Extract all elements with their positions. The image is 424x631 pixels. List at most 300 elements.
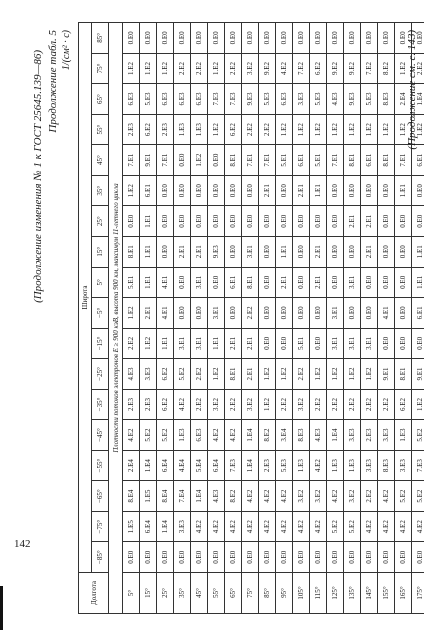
flux-value-cell: 0.E0 bbox=[395, 267, 412, 298]
flux-value-cell: 0.E0 bbox=[208, 145, 225, 176]
flux-value-cell: 1.E2 bbox=[344, 114, 361, 145]
flux-value-cell: 0.E0 bbox=[412, 328, 424, 359]
flux-value-cell: 1.E2 bbox=[123, 175, 140, 206]
longitude-cell: 35° bbox=[174, 573, 191, 614]
flux-value-cell: 2.E1 bbox=[310, 267, 327, 298]
flux-value-cell: 8.E4 bbox=[123, 481, 140, 512]
flux-value-cell: 1.E5 bbox=[140, 481, 157, 512]
flux-value-cell: 6.E4 bbox=[157, 450, 174, 481]
flux-value-cell: 0.E0 bbox=[276, 175, 293, 206]
flux-value-cell: 3.E3 bbox=[395, 450, 412, 481]
flux-value-cell: 0.E0 bbox=[276, 23, 293, 54]
flux-value-cell: 2.E3 bbox=[157, 114, 174, 145]
longitude-cell: 45° bbox=[191, 573, 208, 614]
flux-value-cell: 1.E1 bbox=[310, 175, 327, 206]
flux-value-cell: 1.E4 bbox=[242, 420, 259, 451]
flux-value-cell: 7.E1 bbox=[327, 145, 344, 176]
flux-value-cell: 0.E0 bbox=[310, 23, 327, 54]
flux-value-cell: 1.E1 bbox=[208, 328, 225, 359]
flux-value-cell: 1.E2 bbox=[140, 328, 157, 359]
flux-value-cell: 8.E2 bbox=[259, 420, 276, 451]
longitude-cell: 15° bbox=[140, 573, 157, 614]
flux-value-cell: 0.E0 bbox=[242, 206, 259, 237]
flux-value-cell: 0.E0 bbox=[259, 236, 276, 267]
flux-value-cell: 1.E2 bbox=[327, 114, 344, 145]
flux-value-cell: 0.E0 bbox=[276, 542, 293, 573]
flux-value-cell: 6.E2 bbox=[225, 114, 242, 145]
flux-value-cell: 2.E2 bbox=[361, 389, 378, 420]
longitude-cell: 85° bbox=[259, 573, 276, 614]
latitude-cell: −5° bbox=[92, 298, 109, 329]
flux-value-cell: 4.E1 bbox=[157, 267, 174, 298]
latitude-cell: −65° bbox=[92, 481, 109, 512]
longitude-cell: 75° bbox=[242, 573, 259, 614]
flux-value-cell: 1.E1 bbox=[412, 267, 424, 298]
flux-value-cell: 0.E0 bbox=[361, 175, 378, 206]
flux-value-cell: 0.E0 bbox=[242, 175, 259, 206]
flux-value-cell: 5.E1 bbox=[310, 145, 327, 176]
flux-value-cell: 3.E1 bbox=[327, 298, 344, 329]
longitude-cell: 115° bbox=[310, 573, 327, 614]
flux-value-cell: 0.E0 bbox=[395, 23, 412, 54]
flux-value-cell: 8.E2 bbox=[225, 481, 242, 512]
flux-value-cell: 1.E2 bbox=[378, 114, 395, 145]
flux-value-cell: 4.E2 bbox=[242, 481, 259, 512]
flux-value-cell: 3.E2 bbox=[293, 481, 310, 512]
flux-value-cell: 1.E2 bbox=[191, 145, 208, 176]
flux-value-cell: 8.E3 bbox=[378, 450, 395, 481]
flux-value-cell: 0.E0 bbox=[361, 542, 378, 573]
flux-value-cell: 3.E1 bbox=[361, 328, 378, 359]
flux-value-cell: 0.E0 bbox=[174, 206, 191, 237]
table-row bbox=[344, 23, 361, 614]
flux-value-cell: 0.E0 bbox=[378, 23, 395, 54]
flux-value-cell: 2.E1 bbox=[225, 328, 242, 359]
flux-value-cell: 0.E0 bbox=[225, 23, 242, 54]
flux-value-cell: 5.E3 bbox=[259, 84, 276, 115]
flux-value-cell: 2.E2 bbox=[174, 53, 191, 84]
flux-value-cell: 2.E2 bbox=[378, 389, 395, 420]
table-row bbox=[140, 23, 157, 614]
flux-value-cell: 0.E0 bbox=[361, 267, 378, 298]
flux-value-cell: 7.E1 bbox=[395, 145, 412, 176]
flux-value-cell: 0.E0 bbox=[293, 542, 310, 573]
latitude-row bbox=[92, 23, 109, 614]
flux-value-cell: 2.E2 bbox=[412, 53, 424, 84]
flux-value-cell: 5.E1 bbox=[123, 267, 140, 298]
table-row bbox=[157, 23, 174, 614]
flux-value-cell: 3.E1 bbox=[344, 328, 361, 359]
flux-value-cell: 8.E1 bbox=[242, 267, 259, 298]
flux-value-cell: 2.E2 bbox=[225, 53, 242, 84]
flux-value-cell: 1.E3 bbox=[395, 420, 412, 451]
flux-value-cell: 4.E3 bbox=[123, 359, 140, 390]
flux-value-cell: 0.E0 bbox=[225, 206, 242, 237]
flux-value-cell: 0.E0 bbox=[395, 298, 412, 329]
flux-value-cell: 0.E0 bbox=[191, 542, 208, 573]
flux-value-cell: 9.E2 bbox=[259, 53, 276, 84]
flux-value-cell: 0.E0 bbox=[208, 267, 225, 298]
flux-value-cell: 0.E0 bbox=[412, 23, 424, 54]
flux-value-cell: 4.E2 bbox=[208, 420, 225, 451]
flux-value-cell: 5.E3 bbox=[310, 84, 327, 115]
flux-value-cell: 1.E1 bbox=[412, 236, 424, 267]
flux-density-table bbox=[78, 22, 424, 614]
table-note: Плотности потоков электронов E ≥ 900 кэВ, высота 900 км, максимум 11-летнего цикла bbox=[109, 23, 123, 614]
latitude-cell: 65° bbox=[92, 84, 109, 115]
flux-value-cell: 2.E3 bbox=[123, 114, 140, 145]
longitude-cell: 65° bbox=[225, 573, 242, 614]
flux-value-cell: 0.E0 bbox=[378, 542, 395, 573]
flux-value-cell: 3.E3 bbox=[378, 420, 395, 451]
flux-value-cell: 0.E0 bbox=[191, 206, 208, 237]
flux-value-cell: 6.E4 bbox=[208, 450, 225, 481]
flux-value-cell: 0.E0 bbox=[157, 23, 174, 54]
flux-value-cell: 2.E2 bbox=[225, 389, 242, 420]
flux-value-cell: 1.E2 bbox=[412, 389, 424, 420]
flux-value-cell: 1.E2 bbox=[395, 114, 412, 145]
margin-mark bbox=[0, 586, 3, 630]
flux-value-cell: 0.E0 bbox=[157, 542, 174, 573]
flux-value-cell: 0.E0 bbox=[225, 236, 242, 267]
flux-value-cell: 7.E4 bbox=[174, 481, 191, 512]
flux-value-cell: 0.E0 bbox=[412, 206, 424, 237]
flux-value-cell: 6.E2 bbox=[157, 359, 174, 390]
flux-value-cell: 6.E2 bbox=[157, 389, 174, 420]
table-reference: Продолжение табл. 5 bbox=[47, 30, 59, 133]
flux-value-cell: 6.E2 bbox=[140, 114, 157, 145]
flux-value-cell: 1.E1 bbox=[140, 267, 157, 298]
flux-value-cell: 9.E1 bbox=[140, 145, 157, 176]
longitude-cell: 25° bbox=[157, 573, 174, 614]
flux-value-cell: 2.E3 bbox=[259, 450, 276, 481]
flux-value-cell: 3.E3 bbox=[293, 84, 310, 115]
latitude-cell: −15° bbox=[92, 328, 109, 359]
flux-value-cell: 0.E0 bbox=[395, 542, 412, 573]
latitude-cell: 5° bbox=[92, 267, 109, 298]
flux-value-cell: 0.E0 bbox=[140, 542, 157, 573]
flux-value-cell: 1.E3 bbox=[293, 450, 310, 481]
flux-value-cell: 4.E2 bbox=[310, 511, 327, 542]
flux-value-cell: 3.E2 bbox=[242, 389, 259, 420]
longitude-cell: 95° bbox=[276, 573, 293, 614]
continuation-note: (Продолжение см. с. 143) bbox=[406, 30, 418, 150]
flux-value-cell: 1.E1 bbox=[140, 236, 157, 267]
flux-value-cell: 4.E1 bbox=[157, 298, 174, 329]
flux-value-cell: 0.E0 bbox=[259, 328, 276, 359]
flux-value-cell: 1.E2 bbox=[344, 359, 361, 390]
latitude-cell: 85° bbox=[92, 23, 109, 54]
flux-value-cell: 4.E2 bbox=[259, 511, 276, 542]
flux-value-cell: 0.E0 bbox=[259, 267, 276, 298]
flux-value-cell: 1.E3 bbox=[191, 114, 208, 145]
longitude-cell: 145° bbox=[361, 573, 378, 614]
flux-value-cell: 5.E2 bbox=[395, 481, 412, 512]
flux-value-cell: 2.E2 bbox=[191, 53, 208, 84]
flux-value-cell: 2.E1 bbox=[344, 206, 361, 237]
flux-value-cell: 7.E1 bbox=[157, 145, 174, 176]
flux-value-cell: 5.E3 bbox=[140, 84, 157, 115]
flux-value-cell: 3.E3 bbox=[140, 359, 157, 390]
flux-value-cell: 5.E2 bbox=[174, 359, 191, 390]
flux-value-cell: 0.E0 bbox=[174, 542, 191, 573]
flux-value-cell: 2.E2 bbox=[259, 114, 276, 145]
flux-value-cell: 2.E2 bbox=[191, 359, 208, 390]
flux-value-cell: 4.E2 bbox=[361, 511, 378, 542]
flux-value-cell: 8.E2 bbox=[378, 53, 395, 84]
flux-value-cell: 0.E0 bbox=[123, 542, 140, 573]
flux-value-cell: 0.E0 bbox=[174, 298, 191, 329]
flux-value-cell: 2.E2 bbox=[242, 298, 259, 329]
flux-value-cell: 7.E1 bbox=[242, 145, 259, 176]
flux-value-cell: 5.E2 bbox=[157, 420, 174, 451]
flux-value-cell: 0.E0 bbox=[344, 542, 361, 573]
flux-value-cell: 0.E0 bbox=[276, 298, 293, 329]
latitude-cell: −75° bbox=[92, 511, 109, 542]
flux-value-cell: 4.E2 bbox=[378, 481, 395, 512]
flux-value-cell: 0.E0 bbox=[293, 267, 310, 298]
flux-value-cell: 0.E0 bbox=[208, 23, 225, 54]
flux-value-cell: 8.E1 bbox=[225, 359, 242, 390]
flux-value-cell: 5.E1 bbox=[293, 328, 310, 359]
longitude-cell: 165° bbox=[395, 573, 412, 614]
flux-value-cell: 0.E0 bbox=[412, 175, 424, 206]
flux-value-cell: 4.E2 bbox=[225, 420, 242, 451]
flux-value-cell: 1.E4 bbox=[327, 420, 344, 451]
flux-value-cell: 3.E1 bbox=[174, 328, 191, 359]
flux-value-cell: 4.E2 bbox=[378, 511, 395, 542]
flux-value-cell: 4.E4 bbox=[174, 450, 191, 481]
flux-value-cell: 4.E3 bbox=[327, 84, 344, 115]
flux-value-cell: 7.E2 bbox=[293, 53, 310, 84]
flux-value-cell: 2.E2 bbox=[242, 114, 259, 145]
flux-value-cell: 0.E0 bbox=[344, 298, 361, 329]
flux-value-cell: 1.E2 bbox=[327, 359, 344, 390]
latitude-cell: −25° bbox=[92, 359, 109, 390]
flux-value-cell: 0.E0 bbox=[327, 236, 344, 267]
table-row bbox=[242, 23, 259, 614]
flux-value-cell: 4.E3 bbox=[310, 420, 327, 451]
latitude-cell: 15° bbox=[92, 236, 109, 267]
flux-value-cell: 3.E3 bbox=[344, 420, 361, 451]
flux-value-cell: 2.E1 bbox=[191, 236, 208, 267]
latitude-cell: −85° bbox=[92, 542, 109, 573]
table-row bbox=[276, 23, 293, 614]
flux-value-cell: 1.E1 bbox=[140, 206, 157, 237]
flux-value-cell: 6.E2 bbox=[310, 53, 327, 84]
flux-value-cell: 1.E2 bbox=[395, 53, 412, 84]
flux-value-cell: 0.E0 bbox=[157, 206, 174, 237]
flux-value-cell: 4.E2 bbox=[242, 511, 259, 542]
flux-value-cell: 0.E0 bbox=[412, 542, 424, 573]
flux-value-cell: 1.E2 bbox=[310, 359, 327, 390]
rotated-page-content bbox=[30, 22, 424, 614]
flux-value-cell: 3.E4 bbox=[276, 420, 293, 451]
flux-value-cell: 1.E1 bbox=[395, 175, 412, 206]
flux-value-cell: 1.E2 bbox=[140, 53, 157, 84]
flux-value-cell: 0.E0 bbox=[327, 23, 344, 54]
flux-value-cell: 0.E0 bbox=[259, 206, 276, 237]
flux-value-cell: 5.E4 bbox=[191, 450, 208, 481]
flux-value-cell: 7.E1 bbox=[259, 145, 276, 176]
flux-value-cell: 8.E4 bbox=[157, 481, 174, 512]
flux-value-cell: 3.E1 bbox=[242, 236, 259, 267]
flux-value-cell: 0.E0 bbox=[259, 542, 276, 573]
flux-value-cell: 4.E2 bbox=[123, 420, 140, 451]
table-row bbox=[378, 23, 395, 614]
flux-value-cell: 5.E3 bbox=[276, 450, 293, 481]
flux-value-cell: 3.E1 bbox=[191, 328, 208, 359]
longitude-cell: 105° bbox=[293, 573, 310, 614]
flux-value-cell: 0.E0 bbox=[395, 328, 412, 359]
table-row bbox=[259, 23, 276, 614]
flux-value-cell: 2.E1 bbox=[361, 206, 378, 237]
flux-value-cell: 2.E3 bbox=[140, 389, 157, 420]
flux-value-cell: 0.E0 bbox=[208, 206, 225, 237]
flux-value-cell: 3.E1 bbox=[191, 267, 208, 298]
flux-value-cell: 2.E1 bbox=[242, 359, 259, 390]
flux-value-cell: 2.E1 bbox=[310, 236, 327, 267]
flux-value-cell: 1.E2 bbox=[259, 359, 276, 390]
flux-value-cell: 6.E4 bbox=[140, 511, 157, 542]
flux-value-cell: 1.E2 bbox=[123, 298, 140, 329]
flux-value-cell: 6.E3 bbox=[191, 420, 208, 451]
flux-value-cell: 6.E1 bbox=[412, 298, 424, 329]
flux-value-cell: 4.E2 bbox=[412, 511, 424, 542]
flux-value-cell: 8.E3 bbox=[293, 420, 310, 451]
flux-value-cell: 9.E3 bbox=[242, 84, 259, 115]
longitude-cell: 125° bbox=[327, 573, 344, 614]
flux-value-cell: 0.E0 bbox=[174, 145, 191, 176]
flux-value-cell: 6.E1 bbox=[412, 145, 424, 176]
flux-value-cell: 1.E4 bbox=[157, 511, 174, 542]
flux-value-cell: 1.E1 bbox=[157, 328, 174, 359]
flux-value-cell: 3.E2 bbox=[293, 389, 310, 420]
flux-value-cell: 2.E1 bbox=[140, 298, 157, 329]
flux-value-cell: 3.E1 bbox=[344, 267, 361, 298]
flux-value-cell: 2.E3 bbox=[361, 420, 378, 451]
flux-value-cell: 6.E1 bbox=[293, 145, 310, 176]
flux-value-cell: 0.E0 bbox=[327, 175, 344, 206]
flux-value-cell: 5.E3 bbox=[361, 84, 378, 115]
flux-value-cell: 8.E1 bbox=[123, 236, 140, 267]
flux-value-cell: 6.E1 bbox=[361, 145, 378, 176]
flux-value-cell: 1.E3 bbox=[327, 450, 344, 481]
flux-value-cell: 5.E1 bbox=[276, 145, 293, 176]
flux-value-cell: 3.E3 bbox=[361, 450, 378, 481]
flux-value-cell: 0.E0 bbox=[378, 328, 395, 359]
table-row bbox=[327, 23, 344, 614]
flux-value-cell: 9.E1 bbox=[378, 359, 395, 390]
flux-value-cell: 2.E2 bbox=[327, 389, 344, 420]
flux-value-cell: 0.E0 bbox=[174, 175, 191, 206]
flux-value-cell: 0.E0 bbox=[395, 236, 412, 267]
flux-value-cell: 3.E2 bbox=[208, 389, 225, 420]
flux-value-cell: 0.E0 bbox=[174, 23, 191, 54]
flux-value-cell: 9.E3 bbox=[344, 84, 361, 115]
flux-value-cell: 2.E2 bbox=[123, 328, 140, 359]
flux-value-cell: 6.E1 bbox=[140, 175, 157, 206]
longitude-header: Долгота bbox=[79, 573, 109, 614]
flux-value-cell: 1.E2 bbox=[361, 359, 378, 390]
flux-value-cell: 0.E0 bbox=[361, 298, 378, 329]
flux-value-cell: 1.E5 bbox=[123, 511, 140, 542]
flux-value-cell: 1.E4 bbox=[191, 481, 208, 512]
flux-value-cell: 2.E1 bbox=[293, 175, 310, 206]
flux-value-cell: 0.E0 bbox=[293, 298, 310, 329]
flux-value-cell: 0.E0 bbox=[225, 175, 242, 206]
latitude-cell: −55° bbox=[92, 450, 109, 481]
flux-value-cell: 5.E2 bbox=[344, 511, 361, 542]
flux-value-cell: 2.E2 bbox=[293, 359, 310, 390]
flux-value-cell: 0.E0 bbox=[378, 267, 395, 298]
flux-value-cell: 1.E2 bbox=[310, 114, 327, 145]
flux-value-cell: 6.E3 bbox=[191, 84, 208, 115]
flux-value-cell: 0.E0 bbox=[293, 206, 310, 237]
flux-value-cell: 0.E0 bbox=[361, 23, 378, 54]
flux-value-cell: 9.E2 bbox=[344, 53, 361, 84]
flux-value-cell: 1.E2 bbox=[276, 359, 293, 390]
longitude-cell: 155° bbox=[378, 573, 395, 614]
table-row bbox=[123, 23, 140, 614]
flux-value-cell: 8.E1 bbox=[225, 145, 242, 176]
flux-value-cell: 1.E4 bbox=[242, 450, 259, 481]
document-caption: (Продолжение изменения № 1 к ГОСТ 25645.139—86) bbox=[32, 50, 44, 303]
flux-value-cell: 1.E3 bbox=[174, 420, 191, 451]
flux-value-cell: 2.E2 bbox=[361, 481, 378, 512]
flux-value-cell: 0.E0 bbox=[225, 298, 242, 329]
flux-value-cell: 4.E3 bbox=[208, 481, 225, 512]
flux-value-cell: 0.E0 bbox=[123, 23, 140, 54]
flux-value-cell: 0.E0 bbox=[259, 23, 276, 54]
flux-value-cell: 8.E1 bbox=[378, 145, 395, 176]
flux-value-cell: 1.E2 bbox=[361, 114, 378, 145]
latitude-header: Широта bbox=[79, 23, 92, 573]
longitude-cell: 5° bbox=[123, 573, 140, 614]
flux-value-cell: 7.E3 bbox=[225, 450, 242, 481]
flux-value-cell: 7.E3 bbox=[412, 450, 424, 481]
flux-value-cell: 4.E2 bbox=[208, 511, 225, 542]
flux-value-cell: 0.E0 bbox=[378, 206, 395, 237]
flux-value-cell: 3.E2 bbox=[344, 481, 361, 512]
flux-value-cell: 2.E1 bbox=[361, 236, 378, 267]
flux-value-cell: 1.E4 bbox=[140, 450, 157, 481]
flux-value-cell: 0.E0 bbox=[242, 542, 259, 573]
page-number: 142 bbox=[14, 538, 31, 550]
flux-value-cell: 0.E0 bbox=[327, 206, 344, 237]
flux-value-cell: 0.E0 bbox=[174, 267, 191, 298]
flux-value-cell: 3.E2 bbox=[310, 481, 327, 512]
flux-value-cell: 0.E0 bbox=[191, 175, 208, 206]
flux-value-cell: 2.E2 bbox=[276, 389, 293, 420]
flux-value-cell: 0.E0 bbox=[395, 206, 412, 237]
flux-value-cell: 0.E0 bbox=[225, 542, 242, 573]
flux-value-cell: 0.E0 bbox=[378, 236, 395, 267]
flux-value-cell: 8.E3 bbox=[378, 84, 395, 115]
flux-value-cell: 2.E4 bbox=[395, 84, 412, 115]
flux-value-cell: 4.E1 bbox=[378, 298, 395, 329]
table-row bbox=[191, 23, 208, 614]
longitude-cell: 55° bbox=[208, 573, 225, 614]
flux-value-cell: 1.E2 bbox=[276, 114, 293, 145]
flux-value-cell: 1.E2 bbox=[208, 53, 225, 84]
latitude-cell: 35° bbox=[92, 175, 109, 206]
flux-value-cell: 9.E2 bbox=[327, 53, 344, 84]
flux-value-cell: 8.E1 bbox=[344, 145, 361, 176]
flux-value-cell: 2.E1 bbox=[174, 236, 191, 267]
flux-value-cell: 0.E0 bbox=[293, 23, 310, 54]
flux-value-cell: 5.E2 bbox=[327, 511, 344, 542]
